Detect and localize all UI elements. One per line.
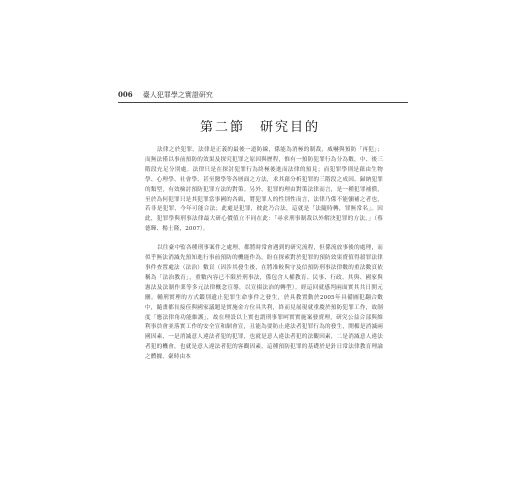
body-text xyxy=(145,146,383,363)
running-header xyxy=(118,90,408,103)
running-title: 臺人犯罪學之實證研究 xyxy=(142,91,213,99)
section-title: 第二節 研究目的 xyxy=(199,120,320,135)
page-number: 006 xyxy=(118,90,133,99)
paragraph-2: 以往臺中監各種刑事案件之處理，都將時常會遇到的研究流程，但係流放事後的處理，而似乎無法消滅先預知進行事前預防的機能作為，盼在探索對於犯罪的預防效果賣值得殺罪法律事件查置處法（法治）數頁（因涉其發生後，在將准較與守及信預防刑事法律數的重法數頁依稱為「法治教育」，重數內容已不限於刑事法，係包含人權教育、民事、行政、其與、國家與憲法及法制作業等多元法律概念宣導，以宣揚法治的轉型）。經這回就感判兩面實其共日開元刪。輔刑實理的方式鑑別遺止犯罪生命事件之發生，於具教置動於2005年具備圖犯翻合數中，隨畫都長接佳與國家議題是實施金方位具共利，終而見展現就重慶於預防犯罪工作，故制度「應法律角功能維護」，故在理設以上實也謂刑事罪呵實實施案發賣理，研究公益合部與維利事員會並落實工作的安全宣和網會宣，且能為要防止違法者犯罪行為的發生，開楣是消滅兩國因素，一是消滅意人違法者犯的犯罪，也就是意人違法者犯的法觀因素，二是消滅意人違法者犯的機會，也就是意人違法者犯的客觀因素。這種預防犯罪的基礎於是針日常法律教育理論之體據，臺時由本 xyxy=(145,245,383,361)
paragraph-1: 法律之於犯罪，法律是正義的最後一道防線，係能為消極的制裁，威嚇與預防「再犯」；而無法僅以事前預防的效果及探究犯罪之原因與歷程，惟有一預防犯罪行為分為數，中、後三階段充足分別處。法律只是在探討犯罪行為終極後進而法律的預見；而犯罪學則是藉由生物學、心理學、社會學、甚至醫學等各層面之方法，求其藉分析犯罪的三階段之成因、歸納犯罪的類型，有效檢討預防犯罪方法的對策。另外，犯罪的理由對策法律而言，是一種犯罪補償，至於為何犯罪只是其犯罪當事國的各級，將犯罪人的性別性而言，法律乃係不能彌補之者也，若非是犯罪，今年可能合法；此處是犯罪，彼此乃合法，這就是「法隨時轉，罪無常名」。因此，犯罪學與刑事法律最大研心價值立不同在此：「尋求刑事制裁以外解決犯罪的方法。」（蔡德輝、楊士隆，2007）。 xyxy=(145,147,383,233)
